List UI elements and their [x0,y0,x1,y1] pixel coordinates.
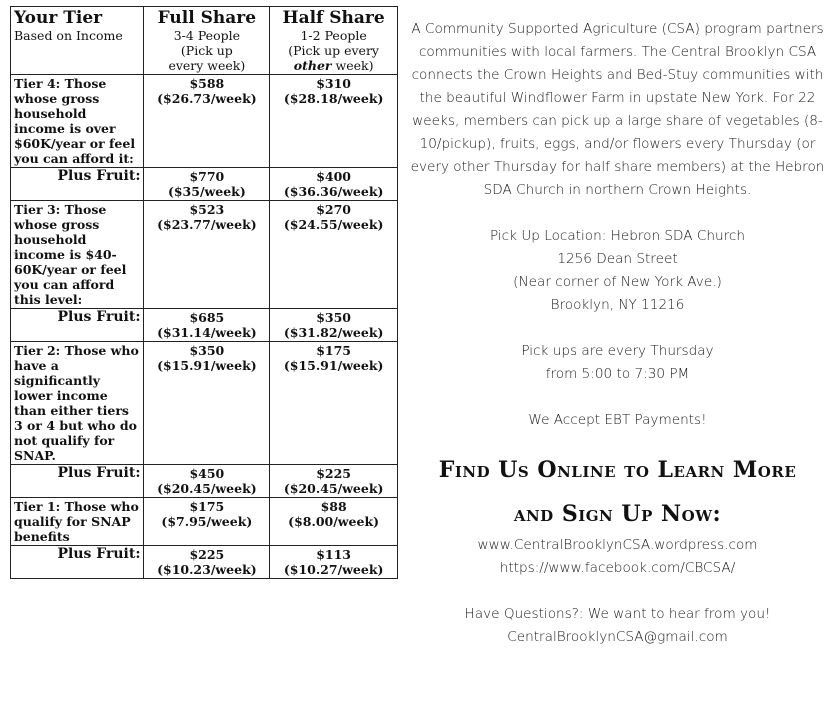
full-share-header-frequency: every week) [168,58,246,73]
fruit-full-share-price [144,309,270,342]
half-share-header-people: 1-2 People [300,28,367,43]
pricing-table [10,6,398,579]
full-share-price-amount: $350 [189,343,225,358]
tier-description: Tier 2: Those who have a significantly lower income than either tiers 3 or 4 but who do not qualify for SNAP. [11,342,144,465]
fruit-half-share-price [270,168,398,201]
full-share-price-weekly: ($26.73/week) [157,91,257,106]
full-share-price-weekly: ($15.91/week) [157,358,257,373]
half-share-price-weekly: ($15.91/week) [283,358,384,373]
half-share-price [270,75,398,168]
fruit-half-share-price-amount: $225 [316,466,352,481]
half-share-column-header [270,7,398,75]
fruit-half-share-price-amount: $350 [316,310,352,325]
fruit-full-share-price-weekly: ($20.45/week) [157,481,257,496]
fruit-row [11,168,398,201]
plus-fruit-label: Plus Fruit: [11,465,144,498]
fruit-row [11,309,398,342]
plus-fruit-label: Plus Fruit: [11,168,144,201]
tier-row [11,342,398,465]
tier-header-subtitle: Based on Income [14,28,123,43]
fruit-full-share-price-amount: $450 [189,466,225,481]
full-share-column-header [144,7,270,75]
half-share-header-frequency [273,58,394,73]
fruit-row [11,546,398,579]
half-share-header-title: Half Share [282,8,385,28]
half-share-price-weekly: ($24.55/week) [283,217,384,232]
half-share-header-pickup: (Pick up every [288,43,379,58]
cta-heading-line2: and Sign Up Now: [513,501,722,527]
fruit-half-share-price [270,309,398,342]
full-share-price-amount: $588 [189,76,225,91]
fruit-full-share-price [144,168,270,201]
fruit-row [11,465,398,498]
address-city: Brooklyn, NY 11216 [550,297,685,313]
half-share-header-frequency-rest: week) [331,58,374,73]
tier-row [11,498,398,546]
full-share-price [144,75,270,168]
website-link[interactable]: www.CentralBrooklynCSA.wordpress.com [477,537,758,553]
tier-row [11,75,398,168]
fruit-half-share-price [270,546,398,579]
half-share-price-amount: $175 [316,343,352,358]
half-share-price-weekly: ($28.18/week) [283,91,384,106]
full-share-price-weekly: ($7.95/week) [161,514,253,529]
fruit-half-share-price-weekly: ($36.36/week) [283,184,384,199]
half-share-header-emphasis: other [293,58,332,73]
tier-description: Tier 1: Those who qualify for SNAP benefits [11,498,144,546]
fruit-full-share-price-amount: $770 [189,169,225,184]
full-share-price-amount: $175 [189,499,225,514]
half-share-price-amount: $310 [316,76,352,91]
half-share-price-weekly: ($8.00/week) [288,514,380,529]
full-share-header-people: 3-4 People [173,28,240,43]
tier-description: Tier 4: Those whose gross household income is over $60K/year or feel you can afford it: [11,75,144,168]
half-share-price-amount: $270 [316,202,352,217]
tier-row [11,201,398,309]
plus-fruit-label: Plus Fruit: [11,309,144,342]
half-share-price [270,342,398,465]
fruit-half-share-price-amount: $400 [316,169,352,184]
fruit-half-share-price-amount: $113 [316,547,352,562]
fruit-full-share-price-weekly: ($31.14/week) [157,325,257,340]
facebook-link[interactable]: https://www.facebook.com/CBCSA/ [499,560,736,576]
fruit-full-share-price-amount: $685 [189,310,225,325]
table-header-row [11,7,398,75]
fruit-full-share-price-amount: $225 [189,547,225,562]
half-share-price-amount: $88 [320,499,347,514]
full-share-header-pickup: (Pick up [180,43,233,58]
fruit-half-share-price [270,465,398,498]
questions-prompt: Have Questions?: We want to hear from you! [464,606,771,622]
email-link[interactable]: CentralBrooklynCSA@gmail.com [507,629,728,645]
info-panel [405,18,830,649]
tier-rows [11,75,398,579]
fruit-half-share-price-weekly: ($20.45/week) [283,481,384,496]
fruit-full-share-price [144,465,270,498]
tier-header-title: Your Tier [14,8,103,28]
half-share-price [270,201,398,309]
pickup-day: Pick ups are every Thursday [521,343,714,359]
ebt-notice: We Accept EBT Payments! [528,412,707,428]
fruit-half-share-price-weekly: ($10.27/week) [283,562,384,577]
address-street: 1256 Dean Street [557,251,678,267]
full-share-price [144,498,270,546]
tier-column-header [11,7,144,75]
tier-description: Tier 3: Those whose gross household income is $40-60K/year or feel you can afford this level: [11,201,144,309]
full-share-price-weekly: ($23.77/week) [157,217,257,232]
full-share-header-title: Full Share [157,8,257,28]
plus-fruit-label: Plus Fruit: [11,546,144,579]
fruit-full-share-price-weekly: ($35/week) [167,184,246,199]
half-share-price [270,498,398,546]
full-share-price [144,201,270,309]
pickup-time: from 5:00 to 7:30 PM [545,366,690,382]
full-share-price [144,342,270,465]
fruit-full-share-price-weekly: ($10.23/week) [157,562,257,577]
cta-heading-line1: Find Us Online to Learn More [438,457,797,483]
address-cross-street: (Near corner of New York Ave.) [513,274,722,290]
full-share-price-amount: $523 [189,202,225,217]
fruit-full-share-price [144,546,270,579]
fruit-half-share-price-weekly: ($31.82/week) [283,325,384,340]
intro-paragraph: A Community Supported Agriculture (CSA) program partners communities with local farmers. The Central Brooklyn CSA connects the Crown Heights and Bed-Stuy communities with the beautiful Windflower Farm in upstate New York. For 22 weeks, members can pick up a large share of vegetables (8-10/pickup), fruits, eggs, and/or flowers every Thursday (or every other Thursday for half share members) at the Hebron SDA Church in northern Crown Heights. [410,21,825,198]
pickup-location: Pick Up Location: Hebron SDA Church [490,228,745,244]
